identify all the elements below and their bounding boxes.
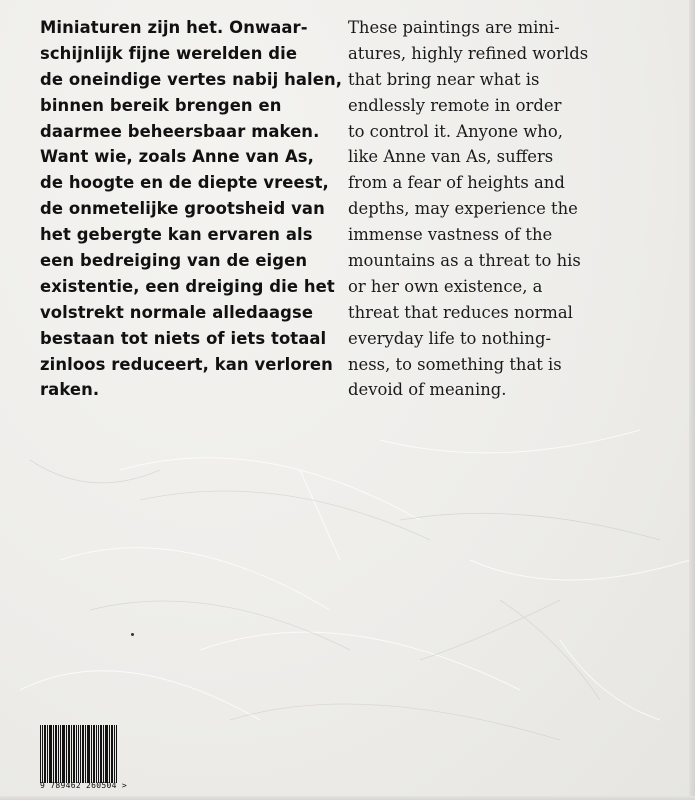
dutch-line: raken. [40,380,100,400]
dutch-line: Want wie, zoals Anne van As, [40,147,314,167]
dutch-line: de oneindige vertes nabij halen, [40,69,343,89]
english-line: atures, highly refined worlds [348,43,589,63]
ink-dot [131,633,134,636]
english-line: like Anne van As, suffers [348,147,554,167]
english-line: everyday life to nothing- [348,328,552,348]
english-line: from a fear of heights and [348,173,565,193]
english-text-column [348,15,648,403]
dutch-line: volstrekt normale alledaagse [40,302,314,322]
dutch-line: zinloos reduceert, kan verloren [40,354,333,374]
english-line: mountains as a threat to his [348,251,581,271]
english-line: threat that reduces normal [348,302,573,322]
english-line: depths, may experience the [348,199,578,219]
dutch-line: bestaan tot niets of iets totaal [40,328,327,348]
english-line: endlessly remote in order [348,95,562,115]
dutch-line: existentie, een dreiging die het [40,276,335,296]
dutch-line: binnen bereik brengen en [40,95,282,115]
isbn-barcode [40,725,127,792]
english-line: ness, to something that is [348,354,562,374]
english-line: that bring near what is [348,69,540,89]
cover-bottom-edge [0,796,695,800]
english-line: These paintings are mini- [348,18,560,37]
dutch-line: Miniaturen zijn het. Onwaar- [40,18,308,37]
dutch-line: het gebergte kan ervaren als [40,225,313,245]
english-line: devoid of meaning. [348,380,507,400]
barcode-bars [40,725,120,783]
dutch-line: de hoogte en de diepte vreest, [40,173,329,193]
dutch-line: een bedreiging van de eigen [40,251,308,271]
dutch-text-column [40,15,343,403]
dutch-line: schijnlijk fijne werelden die [40,43,298,63]
dutch-line: de onmetelijke grootsheid van [40,199,325,219]
english-line: or her own existence, a [348,276,543,296]
cover-right-edge [689,0,695,800]
dutch-line: daarmee beheersbaar maken. [40,121,320,141]
english-line: to control it. Anyone who, [348,121,563,141]
isbn-number: 9 789462 260504 > [40,781,127,790]
english-line: immense vastness of the [348,225,553,245]
